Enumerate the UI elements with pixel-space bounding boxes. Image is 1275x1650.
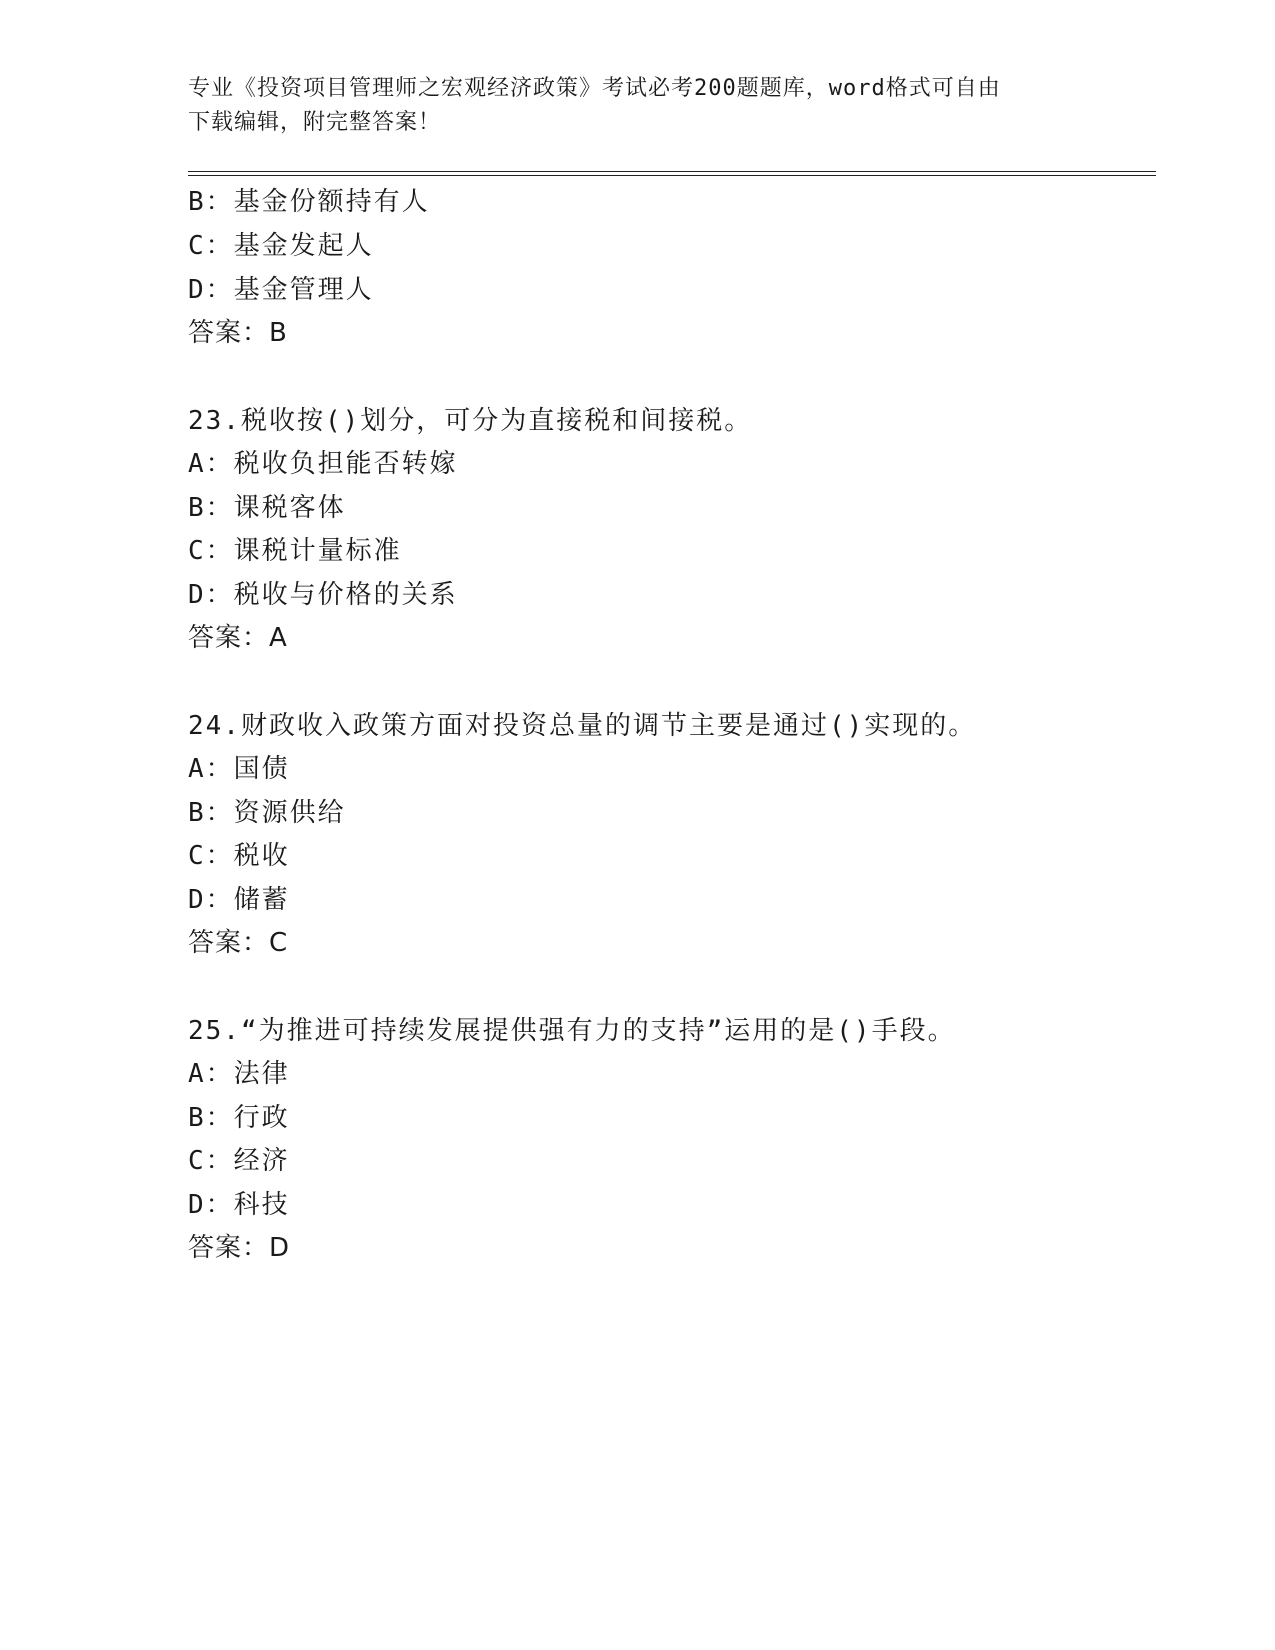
option-c: C：税收 (188, 841, 290, 871)
question-stem: 24.财政收入政策方面对投资总量的调节主要是通过()实现的。 (188, 711, 977, 741)
question-stem: 25.“为推进可持续发展提供强有力的支持”运用的是()手段。 (188, 1016, 956, 1046)
option-c: C：课税计量标准 (188, 536, 402, 566)
option-d: D：科技 (188, 1190, 290, 1220)
option-b: B：资源供给 (188, 798, 346, 828)
option-d: D：储蓄 (188, 885, 290, 915)
option-a: A：国债 (188, 754, 290, 784)
header-line-2: 下载编辑，附完整答案！ (188, 110, 442, 135)
option-d: D：税收与价格的关系 (188, 580, 458, 610)
answer: 答案：A (188, 623, 288, 653)
answer: 答案：C (188, 928, 289, 958)
option-c: C：经济 (188, 1146, 290, 1176)
header-rule-bottom (188, 175, 1156, 176)
question-stem: 23.税收按()划分，可分为直接税和间接税。 (188, 406, 753, 436)
option-a: A：法律 (188, 1059, 290, 1089)
answer: 答案：D (188, 1233, 291, 1263)
option-a: A：税收负担能否转嫁 (188, 449, 458, 479)
header-rule-top (188, 171, 1156, 172)
option-d: D：基金管理人 (188, 275, 374, 305)
option-b: B：基金份额持有人 (188, 187, 430, 217)
document-header (188, 72, 1088, 140)
answer: 答案：B (188, 318, 288, 348)
option-c: C：基金发起人 (188, 231, 374, 261)
option-b: B：课税客体 (188, 493, 346, 523)
header-line-1: 专业《投资项目管理师之宏观经济政策》考试必考200题题库，word格式可自由 (188, 76, 1001, 101)
option-b: B：行政 (188, 1103, 290, 1133)
